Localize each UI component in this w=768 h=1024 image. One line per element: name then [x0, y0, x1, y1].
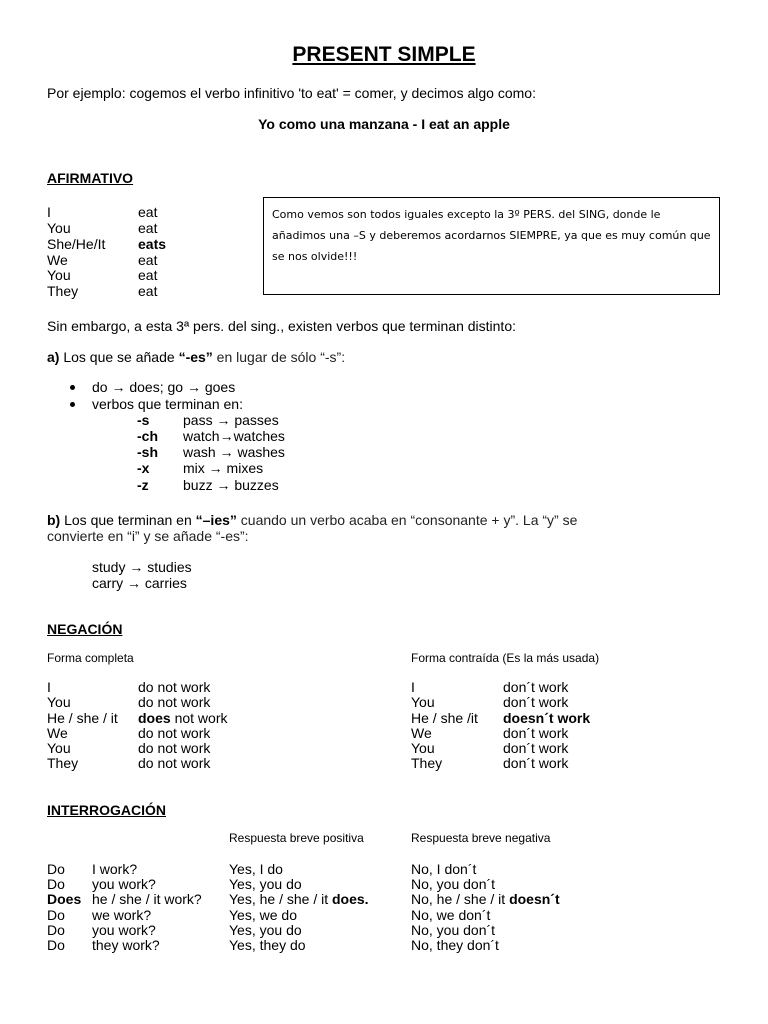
sin-embargo-text: Sin embargo, a esta 3ª pers. del sing., existen verbos que terminan distinto: — [47, 318, 516, 334]
intro-text: Por ejemplo: cogemos el verbo infinitivo 'to eat' = comer, y decimos algo como: — [47, 85, 536, 101]
rule-b-line-2: convierte en “i” y se añade “-es”: — [47, 528, 249, 544]
page-title: PRESENT SIMPLE — [292, 43, 476, 66]
rule-a-bullet-1: do → does; go → goes — [92, 379, 236, 395]
interrogacion-heading: INTERROGACIÓN — [47, 802, 166, 818]
rule-a-bullet-2: verbos que terminan en: — [92, 396, 243, 412]
bullet-icon — [70, 385, 75, 390]
rule-b-example-2: carry → carries — [92, 575, 187, 591]
negacion-heading: NEGACIÓN — [47, 621, 123, 637]
bullet-icon — [70, 402, 75, 407]
respuesta-positiva-label: Respuesta breve positiva — [229, 831, 364, 845]
rule-b-example-1: study → studies — [92, 559, 192, 575]
note-box: Como vemos son todos iguales excepto la 3º PERS. del SING, donde le añadimos una –S y deberemos acordarnos SIEMPRE, ya que es muy común que se nos olvide!!! — [263, 197, 720, 295]
rule-a: a) Los que se añade “-es” en lugar de sólo “-s”: — [47, 349, 346, 365]
example-sentence: Yo como una manzana - I eat an apple — [258, 116, 510, 132]
forma-contraida-label: Forma contraída (Es la más usada) — [411, 651, 600, 665]
rule-b: b) Los que terminan en “–ies” cuando un verbo acaba en “consonante + y”. La “y” se — [47, 512, 578, 528]
respuesta-negativa-label: Respuesta breve negativa — [411, 831, 551, 845]
forma-completa-label: Forma completa — [47, 651, 134, 665]
afirmativo-heading: AFIRMATIVO — [47, 170, 134, 186]
